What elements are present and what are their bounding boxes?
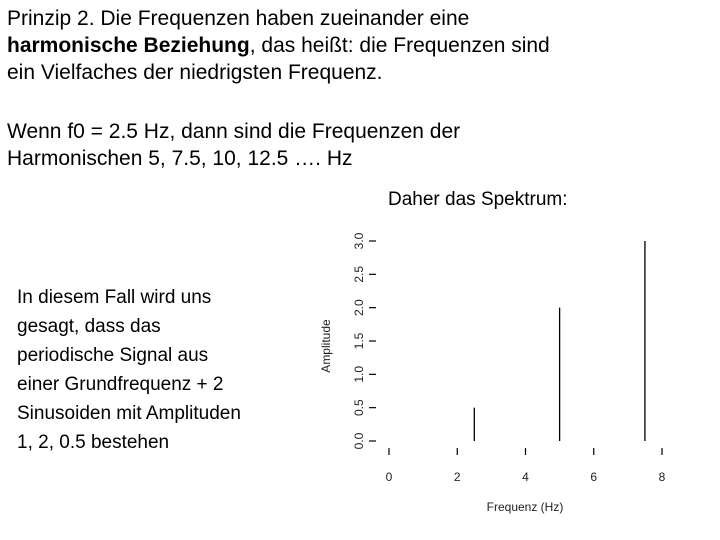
y-tick-label: 2.5: [352, 265, 366, 283]
y-tick-label: 3.0: [352, 232, 366, 250]
principle-bold-term: harmonische Beziehung: [7, 34, 250, 57]
y-tick-label: 1.0: [352, 365, 366, 383]
y-axis: [352, 232, 376, 449]
principle-line-3: ein Vielfaches der niedrigsten Frequenz.: [7, 61, 383, 84]
y-tick-label: 1.5: [352, 332, 366, 350]
x-tick-label: 6: [590, 470, 598, 484]
x-axis-label: Frequenz (Hz): [486, 500, 564, 514]
x-axis: [386, 448, 666, 484]
sidenote-line-1: In diesem Fall wird uns: [17, 287, 212, 308]
sidenote-line-5: Sinusoiden mit Amplituden: [17, 403, 241, 424]
example-line-2: Harmonischen 5, 7.5, 10, 12.5 …. Hz: [7, 147, 353, 170]
principle-line-1: Prinzip 2. Die Frequenzen haben zueinander eine: [7, 7, 470, 30]
x-tick-label: 0: [385, 470, 393, 484]
x-tick-label: 4: [522, 470, 529, 484]
y-tick-label: 0.5: [352, 399, 366, 417]
principle-line-2-rest: , das heißt: die Frequenzen sind: [249, 34, 550, 57]
spectrum-bars: [474, 241, 645, 441]
sidenote-line-3: periodische Signal aus: [17, 345, 209, 366]
y-axis-label: Amplitude: [319, 319, 333, 373]
x-tick-label: 2: [453, 470, 461, 484]
y-tick-label: 2.0: [352, 299, 366, 317]
x-tick-label: 8: [658, 470, 666, 484]
spectrum-caption: Daher das Spektrum:: [388, 189, 568, 210]
sidenote-line-2: gesagt, dass das: [17, 316, 161, 337]
sidenote-line-4: einer Grundfrequenz + 2: [17, 374, 224, 395]
sidenote-line-6: 1, 2, 0.5 bestehen: [17, 432, 170, 453]
example-line-1: Wenn f0 = 2.5 Hz, dann sind die Frequenzen der: [7, 120, 461, 143]
y-tick-label: 0.0: [352, 432, 366, 450]
